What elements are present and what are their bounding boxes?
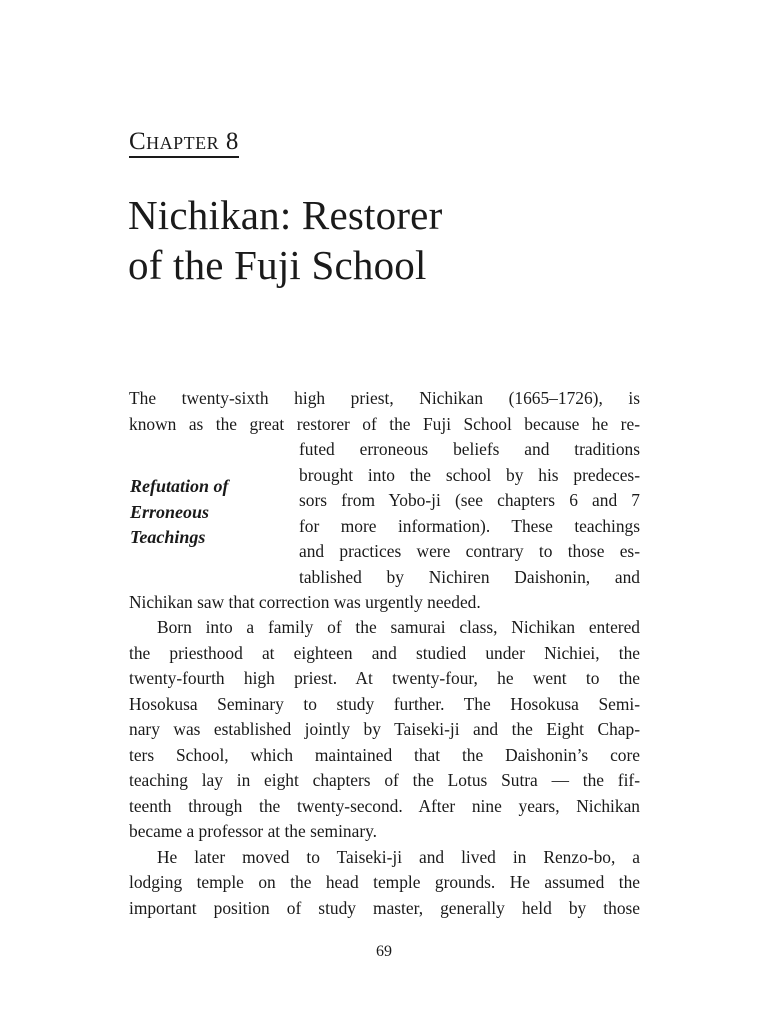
text-line: Born into a family of the samurai class, Nichikan entered <box>157 617 640 637</box>
text-line: and practices were contrary to those es- <box>299 541 640 561</box>
wrapped-text-block <box>299 437 640 590</box>
text-line: the priesthood at eighteen and studied under Nichiei, the <box>129 642 640 663</box>
text-line: sors from Yobo-ji (see chapters 6 and 7 <box>299 490 640 510</box>
text-line: twenty-fourth high priest. At twenty-four, he went to the <box>129 668 640 688</box>
text-line: lodging temple on the head temple grounds. He assumed the <box>129 872 640 892</box>
text-line: became a professor at the seminary. <box>129 821 378 841</box>
sidebar-heading-line: Refutation of <box>130 476 229 496</box>
text-line: He later moved to Taiseki-ji and lived in Renzo-bo, a <box>157 846 640 867</box>
text-line: brought into the school by his predeces- <box>299 464 640 485</box>
sidebar-heading-line: Teachings <box>130 527 206 547</box>
text-line: teenth through the twenty-second. After nine years, Nichikan <box>129 795 640 816</box>
chapter-title-line: of the Fuji School <box>128 242 427 288</box>
text-line: Hosokusa Seminary to study further. The Hosokusa Semi- <box>129 693 640 714</box>
text-line: tablished by Nichiren Daishonin, and <box>299 566 640 587</box>
chapter-label: Chapter 8 <box>129 128 239 158</box>
paragraph <box>129 845 640 922</box>
text-line: for more information). These teachings <box>299 515 640 536</box>
text-line: Nichikan saw that correction was urgently needed. <box>129 592 481 612</box>
paragraph <box>129 615 640 845</box>
text-line: teaching lay in eight chapters of the Lotus Sutra — the fif- <box>129 770 640 790</box>
text-line: The twenty-sixth high priest, Nichikan (1665–1726), is <box>129 388 640 408</box>
body-text <box>129 615 640 921</box>
text-line: nary was established jointly by Taiseki-ji and the Eight Chap- <box>129 719 640 739</box>
paragraph-intro <box>129 386 640 616</box>
text-line: ters School, which maintained that the Daishonin’s core <box>129 744 640 765</box>
text-line: important position of study master, generally held by those <box>129 897 640 918</box>
text-line: known as the great restorer of the Fuji School because he re- <box>129 413 640 434</box>
chapter-title-line: Nichikan: Restorer <box>128 192 443 238</box>
text-line: futed erroneous beliefs and traditions <box>299 439 640 459</box>
sidebar-heading-line: Erroneous <box>130 501 210 522</box>
page-number: 69 <box>376 943 392 960</box>
chapter-title <box>128 190 688 290</box>
